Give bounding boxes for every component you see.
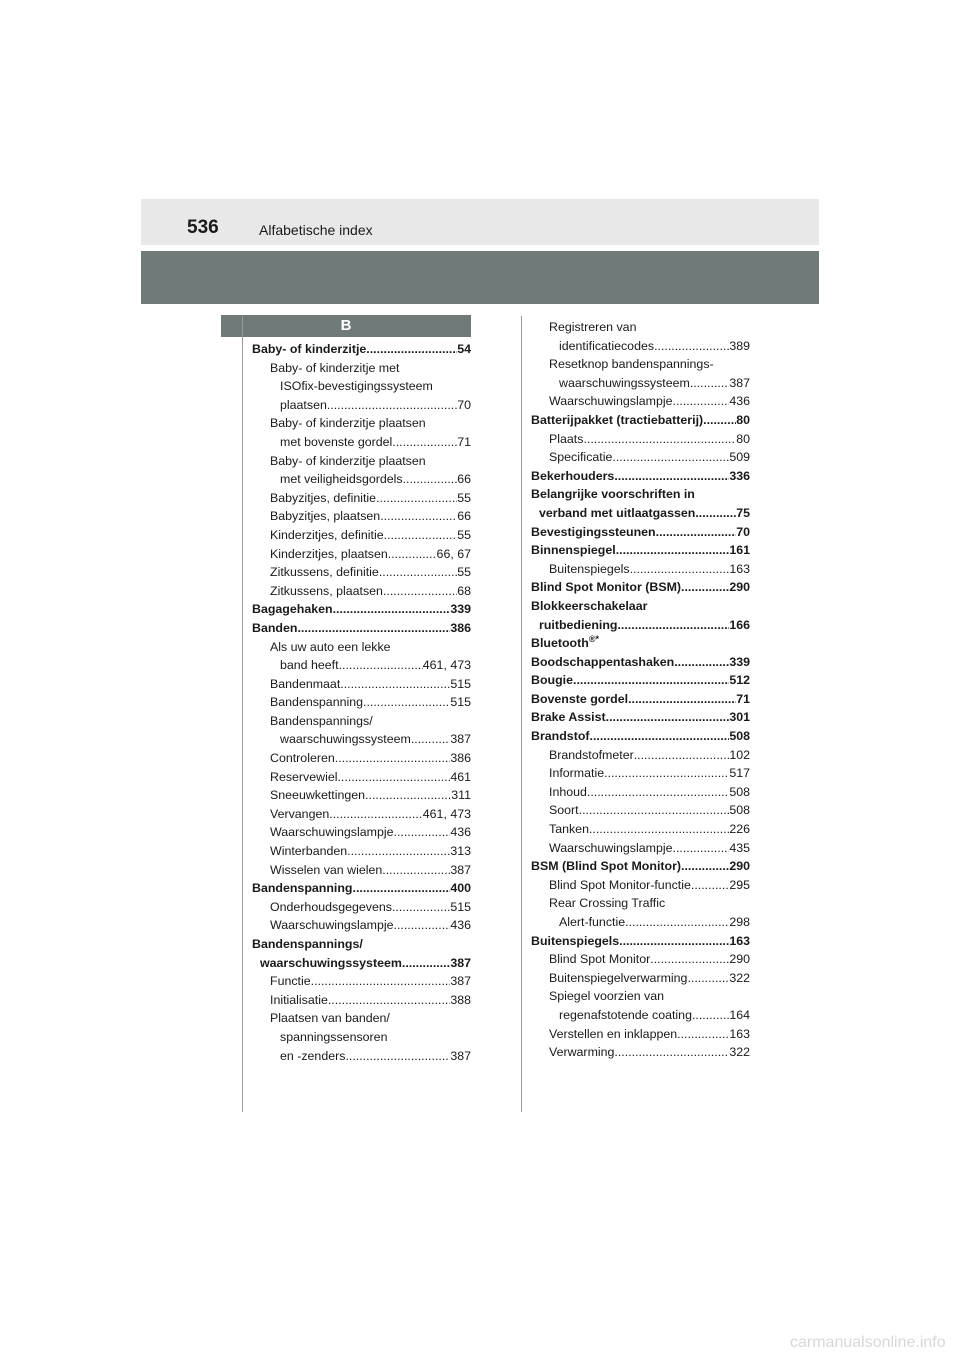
- index-entry: [531, 857, 750, 876]
- entry-term: identificatiecodes: [559, 338, 655, 353]
- dot-leader: [402, 954, 450, 973]
- entry-page-ref: 166: [729, 617, 750, 632]
- dot-leader: [625, 913, 729, 932]
- index-entry: [252, 693, 471, 712]
- entry-page-ref: 102: [729, 747, 750, 762]
- dot-leader: [692, 1006, 729, 1025]
- dot-leader: [690, 374, 729, 393]
- index-entry: [252, 842, 471, 861]
- entry-page-ref: 389: [729, 338, 750, 353]
- entry-term: Blind Spot Monitor-functie: [549, 877, 691, 892]
- entry-term: Plaats: [549, 431, 584, 446]
- index-entry: [252, 545, 471, 564]
- entry-term: Tanken: [549, 822, 589, 837]
- entry-page-ref: 66: [457, 472, 471, 487]
- dot-leader: [382, 861, 450, 880]
- entry-page-ref: 517: [729, 766, 750, 781]
- entry-term: waarschuwingssysteem: [559, 375, 690, 390]
- entry-page-ref: 164: [729, 1007, 750, 1022]
- index-entry: [531, 1043, 750, 1062]
- entry-page-ref: 290: [729, 859, 750, 874]
- dot-leader: [333, 600, 451, 619]
- dot-leader: [673, 392, 730, 411]
- index-entry: [531, 950, 750, 969]
- entry-term: Waarschuwingslampje: [549, 394, 673, 409]
- entry-term: Buitenspiegels: [549, 561, 630, 576]
- index-entry: [531, 839, 750, 858]
- dot-leader: [335, 749, 451, 768]
- entry-term: Wisselen van wielen: [270, 862, 383, 877]
- entry-page-ref: 515: [450, 695, 471, 710]
- entry-page-ref: 515: [450, 899, 471, 914]
- dot-leader: [379, 563, 457, 582]
- dot-leader: [612, 448, 729, 467]
- index-entry: [252, 749, 471, 768]
- entry-page-ref: 339: [450, 602, 471, 617]
- entry-term: Blind Spot Monitor: [549, 952, 651, 967]
- entry-page-ref: 508: [729, 729, 750, 744]
- entry-page-ref: 290: [729, 952, 750, 967]
- dot-leader: [340, 675, 450, 694]
- dot-leader: [589, 820, 729, 839]
- entry-term: Bougie: [531, 673, 573, 688]
- entry-page-ref: 436: [450, 825, 471, 840]
- index-entry-line: Als uw auto een lekke: [270, 639, 391, 654]
- index-entry: [252, 879, 471, 898]
- entry-page-ref: 66: [457, 509, 471, 524]
- index-entry: [531, 523, 750, 542]
- index-entry: [531, 430, 750, 449]
- entry-term: Vervangen: [270, 806, 330, 821]
- dot-leader: [681, 857, 729, 876]
- entry-page-ref: 435: [729, 840, 750, 855]
- dot-leader: [297, 619, 450, 638]
- trademark-mark: ®*: [588, 633, 599, 644]
- index-entry: [531, 504, 750, 523]
- entry-page-ref: 70: [736, 524, 750, 539]
- entry-page-ref: 387: [450, 862, 471, 877]
- entry-page-ref: 163: [729, 933, 750, 948]
- index-entry: [531, 876, 750, 895]
- dot-leader: [327, 396, 457, 415]
- index-entry: [531, 448, 750, 467]
- dot-leader: [311, 972, 451, 991]
- dot-leader: [587, 783, 729, 802]
- index-entry: [252, 768, 471, 787]
- index-entry: [531, 392, 750, 411]
- index-entry: [252, 786, 471, 805]
- index-entry: [252, 954, 471, 973]
- entry-term: Bovenste gordel: [531, 691, 629, 706]
- index-entry: [531, 578, 750, 597]
- index-entry: [531, 932, 750, 951]
- index-entry: [531, 337, 750, 356]
- index-entry: [531, 690, 750, 709]
- entry-term: Kinderzitjes, plaatsen: [270, 546, 388, 561]
- index-entry-line: Registreren van: [549, 320, 637, 334]
- index-entry-line: Bandenspannings/: [252, 937, 363, 951]
- entry-term: Bluetooth: [531, 636, 589, 651]
- index-entry: [252, 730, 471, 749]
- dot-leader: [654, 337, 729, 356]
- index-entry: [531, 374, 750, 393]
- column-divider-right: [521, 316, 522, 1112]
- dot-leader: [353, 879, 451, 898]
- entry-term: Zitkussens, definitie: [270, 565, 379, 580]
- index-entry: [252, 340, 471, 359]
- entry-term: en -zenders: [280, 1048, 346, 1063]
- index-entry-heading: [531, 634, 750, 653]
- entry-page-ref: 161: [729, 543, 750, 558]
- index-entry: [252, 675, 471, 694]
- dot-leader: [363, 693, 450, 712]
- entry-term: Bandenmaat: [270, 676, 341, 691]
- dot-leader: [583, 430, 736, 449]
- index-entry: [531, 727, 750, 746]
- index-entry-line: Resetknop bandenspannings-: [549, 357, 714, 372]
- index-entry: [531, 801, 750, 820]
- index-entry-line: spanningssensoren: [280, 1029, 388, 1044]
- entry-term: Buitenspiegelverwarming: [549, 970, 688, 985]
- page-number: 536: [187, 217, 219, 238]
- entry-term: Brandstof: [531, 729, 590, 744]
- entry-term: Zitkussens, plaatsen: [270, 583, 383, 598]
- entry-page-ref: 163: [729, 1026, 750, 1041]
- index-entry: [531, 913, 750, 932]
- dot-leader: [650, 950, 729, 969]
- index-entry: [252, 563, 471, 582]
- entry-term: ruitbediening: [539, 617, 618, 632]
- entry-page-ref: 75: [736, 505, 750, 520]
- entry-term: Babyzitjes, definitie: [270, 490, 377, 505]
- entry-term: Inhoud: [549, 784, 587, 799]
- entry-page-ref: 388: [450, 992, 471, 1007]
- index-entry: [531, 671, 750, 690]
- index-entry: [252, 823, 471, 842]
- entry-term: met bovenste gordel: [280, 434, 393, 449]
- entry-page-ref: 71: [457, 434, 471, 449]
- index-entry-line: Baby- of kinderzitje met: [270, 360, 400, 375]
- dot-leader: [345, 1047, 450, 1066]
- entry-page-ref: 512: [729, 673, 750, 688]
- index-entry: [252, 1047, 471, 1066]
- entry-page-ref: 386: [450, 751, 471, 766]
- entry-page-ref: 66, 67: [436, 546, 471, 561]
- dot-leader: [656, 523, 737, 542]
- entry-page-ref: 461: [450, 769, 471, 784]
- index-entry: [252, 916, 471, 935]
- index-entry: [252, 898, 471, 917]
- index-entry: [531, 616, 750, 635]
- section-letter: B: [221, 315, 471, 337]
- entry-term: BSM (Blind Spot Monitor): [531, 859, 682, 874]
- entry-page-ref: 436: [450, 918, 471, 933]
- dot-leader: [619, 932, 729, 951]
- index-column-right: [531, 318, 750, 1062]
- dot-leader: [673, 839, 730, 858]
- index-entry: [252, 470, 471, 489]
- entry-term: met veiligheidsgordels: [280, 472, 403, 487]
- index-entry-line: Blokkeerschakelaar: [531, 598, 648, 613]
- entry-page-ref: 387: [729, 375, 750, 390]
- entry-page-ref: 509: [729, 450, 750, 465]
- entry-page-ref: 295: [729, 877, 750, 892]
- index-entry: [531, 411, 750, 430]
- watermark: carmanualsonline.info: [790, 1334, 946, 1351]
- entry-page-ref: 55: [457, 565, 471, 580]
- entry-page-ref: 55: [457, 490, 471, 505]
- index-entry: [531, 708, 750, 727]
- entry-term: Specificatie: [549, 450, 613, 465]
- index-entry: [531, 1006, 750, 1025]
- dot-leader: [614, 1043, 729, 1062]
- entry-page-ref: 322: [729, 1045, 750, 1060]
- entry-page-ref: 508: [729, 803, 750, 818]
- dot-leader: [616, 541, 730, 560]
- index-entry: [531, 764, 750, 783]
- dot-leader: [337, 768, 450, 787]
- entry-term: verband met uitlaatgassen: [539, 505, 696, 520]
- entry-page-ref: 461, 473: [422, 658, 471, 673]
- index-entry: [252, 396, 471, 415]
- entry-term: Waarschuwingslampje: [270, 825, 394, 840]
- index-entry-line: Plaatsen van banden/: [270, 1011, 390, 1026]
- entry-page-ref: 298: [729, 915, 750, 929]
- index-entry: [252, 619, 471, 638]
- dot-leader: [347, 842, 450, 861]
- entry-page-ref: 387: [450, 1048, 471, 1063]
- entry-page-ref: 322: [729, 970, 750, 985]
- entry-term: Buitenspiegels: [531, 933, 620, 948]
- dot-leader: [366, 340, 457, 359]
- entry-term: Functie: [270, 974, 311, 989]
- entry-page-ref: 515: [450, 676, 471, 691]
- dot-leader: [681, 578, 729, 597]
- entry-page-ref: 387: [450, 955, 471, 970]
- entry-term: waarschuwingssysteem: [260, 955, 402, 970]
- entry-term: Waarschuwingslampje: [270, 918, 394, 933]
- index-entry: [531, 746, 750, 765]
- dot-leader: [411, 730, 450, 749]
- entry-page-ref: 68: [457, 583, 471, 598]
- dot-leader: [329, 805, 423, 824]
- dot-leader: [394, 823, 451, 842]
- entry-page-ref: 387: [450, 974, 471, 989]
- entry-term: Baby- of kinderzitje: [252, 342, 367, 356]
- dot-leader: [365, 786, 451, 805]
- dot-leader: [573, 671, 729, 690]
- index-entry: [252, 972, 471, 991]
- dot-leader: [606, 708, 730, 727]
- entry-page-ref: 71: [736, 691, 750, 706]
- entry-page-ref: 226: [729, 822, 750, 837]
- index-entry: [252, 656, 471, 675]
- entry-page-ref: 339: [729, 654, 750, 669]
- entry-page-ref: 80: [736, 431, 750, 446]
- index-entry: [252, 433, 471, 452]
- entry-page-ref: 461, 473: [422, 806, 471, 821]
- entry-term: Winterbanden: [270, 844, 348, 859]
- dot-leader: [614, 467, 729, 486]
- entry-term: Batterijpakket (tractiebatterij): [531, 412, 704, 427]
- header-bar: [141, 199, 819, 245]
- entry-term: Bevestigingssteunen: [531, 524, 656, 539]
- index-entry-line: ISOfix-bevestigingssysteem: [280, 379, 433, 394]
- dot-leader: [328, 991, 450, 1010]
- header-title: Alfabetische index: [259, 222, 373, 238]
- index-column-left: [252, 340, 471, 1065]
- entry-page-ref: 80: [736, 412, 750, 427]
- index-entry: [252, 526, 471, 545]
- entry-page-ref: 163: [729, 561, 750, 576]
- entry-term: Brandstofmeter: [549, 747, 634, 762]
- entry-page-ref: 301: [729, 710, 750, 725]
- dot-leader: [691, 876, 729, 895]
- entry-term: Reservewiel: [270, 769, 338, 784]
- dot-leader: [687, 969, 729, 988]
- index-entry-line: Spiegel voorzien van: [549, 989, 665, 1004]
- entry-term: Sneeuwkettingen: [270, 788, 366, 803]
- index-entry: [252, 582, 471, 601]
- entry-term: Verstellen en inklappen: [549, 1026, 678, 1041]
- index-entry: [252, 861, 471, 880]
- dot-leader: [384, 526, 458, 545]
- entry-term: band heeft: [280, 658, 339, 673]
- entry-page-ref: 311: [451, 788, 471, 803]
- dot-leader: [617, 616, 729, 635]
- dot-leader: [339, 656, 423, 675]
- entry-term: Bekerhouders: [531, 468, 615, 483]
- index-entry: [252, 489, 471, 508]
- entry-term: plaatsen: [280, 397, 327, 412]
- dot-leader: [403, 470, 458, 489]
- entry-term: Onderhoudsgegevens: [270, 899, 392, 914]
- dot-leader: [630, 560, 730, 579]
- dot-leader: [380, 507, 457, 526]
- dot-leader: [703, 411, 736, 430]
- entry-term: Bagagehaken: [252, 602, 333, 617]
- entry-term: Alert-functie: [559, 915, 626, 929]
- entry-page-ref: 54: [457, 342, 471, 356]
- index-entry: [531, 1025, 750, 1044]
- entry-page-ref: 290: [729, 580, 750, 595]
- index-entry-line: Rear Crossing Traffic: [549, 896, 666, 911]
- index-entry: [531, 541, 750, 560]
- entry-term: Boodschappentashaken: [531, 654, 675, 669]
- index-entry: [531, 783, 750, 802]
- index-entry-line: Baby- of kinderzitje plaatsen: [270, 416, 426, 431]
- entry-page-ref: 55: [457, 527, 471, 542]
- entry-page-ref: 400: [450, 881, 471, 896]
- index-entry: [252, 600, 471, 619]
- dot-leader: [634, 746, 730, 765]
- entry-term: Initialisatie: [270, 992, 328, 1007]
- entry-term: Kinderzitjes, definitie: [270, 527, 384, 542]
- entry-term: waarschuwingssysteem: [280, 732, 411, 747]
- column-divider-left: [242, 316, 243, 1112]
- index-entry: [252, 507, 471, 526]
- index-entry: [531, 560, 750, 579]
- entry-term: Blind Spot Monitor (BSM): [531, 580, 682, 595]
- dot-leader: [604, 764, 729, 783]
- entry-term: Brake Assist: [531, 710, 606, 725]
- index-entry-line: Baby- of kinderzitje plaatsen: [270, 453, 426, 468]
- dot-leader: [376, 489, 457, 508]
- entry-term: Babyzitjes, plaatsen: [270, 509, 381, 524]
- entry-term: Binnenspiegel: [531, 543, 616, 558]
- dot-leader: [579, 801, 730, 820]
- dot-leader: [590, 727, 730, 746]
- index-entry-line: Belangrijke voorschriften in: [531, 487, 695, 502]
- index-entry: [531, 969, 750, 988]
- entry-page-ref: 387: [450, 732, 471, 747]
- entry-page-ref: 386: [450, 620, 471, 635]
- dot-leader: [388, 545, 437, 564]
- entry-term: Waarschuwingslampje: [549, 840, 673, 855]
- entry-page-ref: 70: [457, 397, 471, 412]
- dot-leader: [695, 504, 736, 523]
- entry-page-ref: 508: [729, 784, 750, 799]
- header-band: [141, 251, 819, 304]
- entry-term: Banden: [252, 620, 298, 635]
- dot-leader: [394, 916, 451, 935]
- dot-leader: [392, 433, 457, 452]
- index-entry: [252, 805, 471, 824]
- entry-term: Bandenspanning: [270, 695, 364, 710]
- entry-term: Bandenspanning: [252, 881, 353, 896]
- dot-leader: [383, 582, 457, 601]
- index-entry: [252, 991, 471, 1010]
- index-entry: [531, 820, 750, 839]
- dot-leader: [628, 690, 736, 709]
- entry-page-ref: 336: [729, 468, 750, 483]
- entry-term: Controleren: [270, 751, 335, 766]
- dot-leader: [674, 653, 729, 672]
- entry-page-ref: 436: [729, 394, 750, 409]
- entry-term: Verwarming: [549, 1045, 615, 1060]
- entry-term: regenafstotende coating: [559, 1007, 692, 1022]
- index-entry-line: Bandenspannings/: [270, 713, 373, 728]
- index-entry: [531, 467, 750, 486]
- entry-page-ref: 313: [450, 844, 471, 859]
- entry-term: Informatie: [549, 766, 605, 781]
- dot-leader: [677, 1025, 729, 1044]
- index-entry: [531, 653, 750, 672]
- entry-term: Soort: [549, 803, 579, 818]
- dot-leader: [392, 898, 450, 917]
